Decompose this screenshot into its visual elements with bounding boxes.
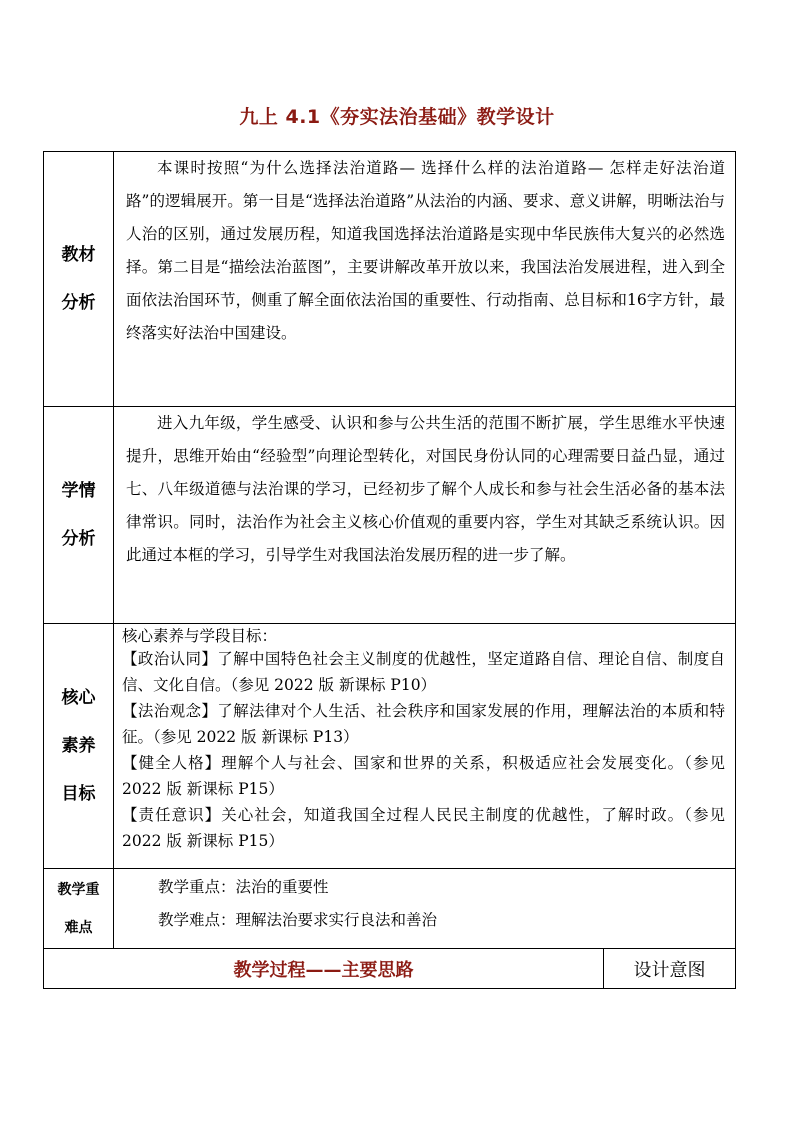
textbook-analysis-text: 本课时按照“为什么选择法治道路— 选择什么样的法治道路— 怎样走好法治道路”的逻辑展开。第一目是“选择法治道路”从法治的内涵、要求、意义讲解，明晰法治与人治的区别，通过发展历程，知道我国选择法治道路是实现中华民族伟大复兴的必然选择。第二目是“描绘法治蓝图”，主要讲解改革开放以来，我国法治发展进程，进入到全面依法治国环节，侧重了解全面依法治国的重要性、行动指南、总目标和16字方针，最终落实好法治中国建设。 <box>126 159 726 342</box>
key-points-row <box>44 869 736 949</box>
goal-rule-of-law: 【法治观念】了解法律对个人生活、社会秩序和国家发展的作用，理解法治的本质和特征。（参见 2022 版 新课标 P13） <box>122 702 726 746</box>
label-line: 目标 <box>61 784 96 804</box>
label-line: 教材 <box>61 245 96 265</box>
teaching-focus: 教学重点：法治的重要性 <box>158 878 329 896</box>
textbook-analysis-row <box>44 152 736 407</box>
core-goals-cell <box>114 624 736 869</box>
process-header: 教学过程——主要思路 <box>44 949 604 989</box>
student-analysis-row <box>44 407 736 624</box>
label-line: 分析 <box>61 529 96 549</box>
student-analysis-cell <box>114 407 736 624</box>
goal-political-identity: 【政治认同】了解中国特色社会主义制度的优越性，坚定道路自信、理论自信、制度自信、文化自信。（参见 2022 版 新课标 P10） <box>122 650 726 694</box>
textbook-analysis-label <box>44 152 114 407</box>
goal-sound-personality: 【健全人格】理解个人与社会、国家和世界的关系，积极适应社会发展变化。（参见 2022 版 新课标 P15） <box>122 754 726 798</box>
label-line: 教学重 <box>57 881 100 898</box>
key-points-cell <box>114 869 736 949</box>
teaching-difficulty: 教学难点：理解法治要求实行良法和善治 <box>158 911 438 929</box>
label-line: 分析 <box>61 293 96 313</box>
label-line: 素养 <box>61 736 96 756</box>
label-line: 核心 <box>61 688 96 708</box>
student-analysis-text: 进入九年级，学生感受、认识和参与公共生活的范围不断扩展，学生思维水平快速提升，思维开始由“经验型”向理论型转化，对国民身份认同的心理需要日益凸显，通过七、八年级道德与法治课的学习，已经初步了解个人成长和参与社会生活必备的基本法律常识。同时，法治作为社会主义核心价值观的重要内容，学生对其缺乏系统认识。因此通过本框的学习，引导学生对我国法治发展历程的进一步了解。 <box>126 414 726 564</box>
lesson-plan-table <box>43 151 736 989</box>
key-points-label <box>44 869 114 949</box>
process-header-row <box>44 949 736 989</box>
core-goals-label <box>44 624 114 869</box>
goal-responsibility: 【责任意识】关心社会，知道我国全过程人民民主制度的优越性，了解时政。（参见 2022 版 新课标 P15） <box>122 806 726 850</box>
design-intent-header: 设计意图 <box>604 949 736 989</box>
student-analysis-label <box>44 407 114 624</box>
core-goals-intro: 核心素养与学段目标： <box>122 627 278 645</box>
textbook-analysis-cell <box>114 152 736 407</box>
core-goals-row <box>44 624 736 869</box>
label-line: 学情 <box>61 481 96 501</box>
label-line: 难点 <box>64 919 93 936</box>
document-title: 九上 4.1《夯实法治基础》教学设计 <box>239 106 555 128</box>
